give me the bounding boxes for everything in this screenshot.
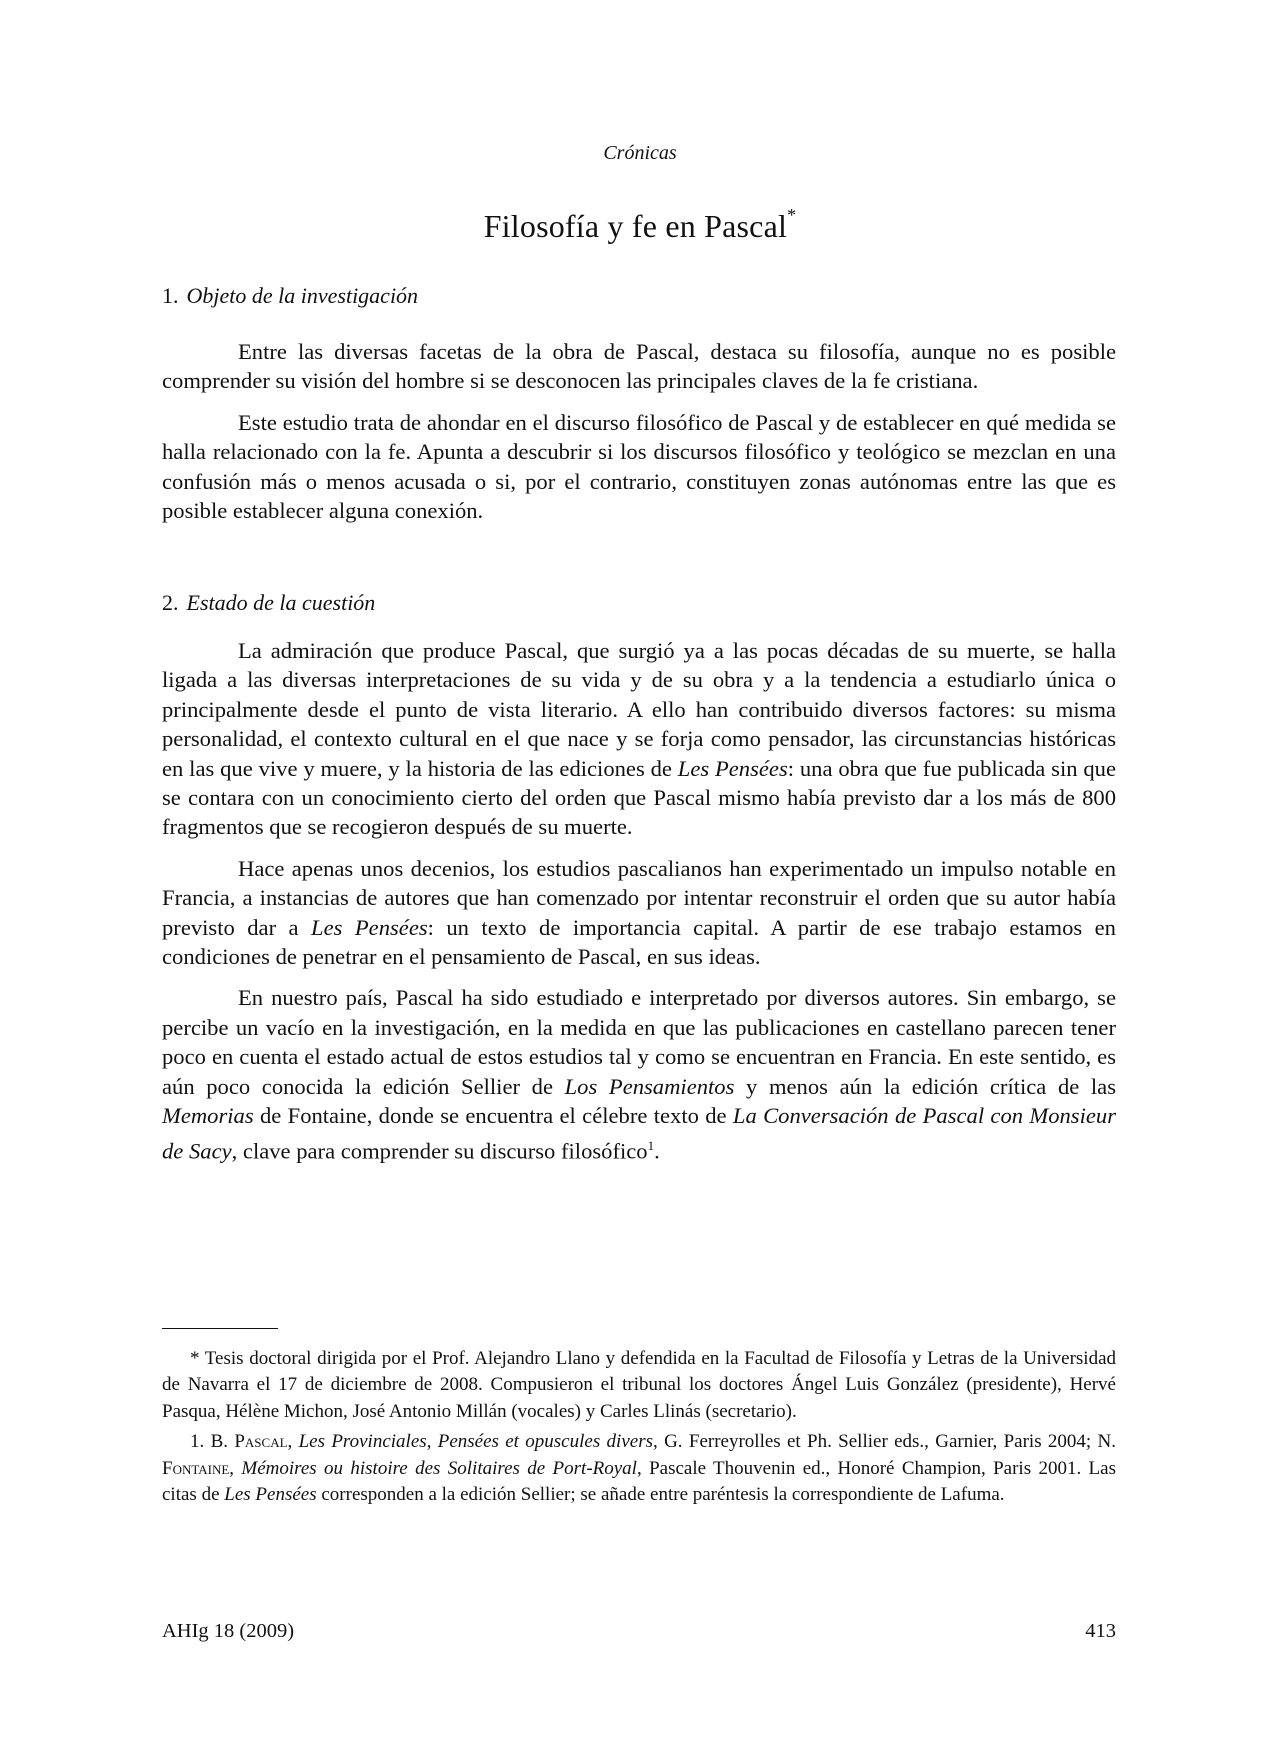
text-run: Hace apenas unos decenios, los estudios pascalianos han experimentado un impulso notable en Francia, a instancias de autores que han comenzado por intentar reconstruir el orden que su autor había previsto dar a [162,855,1116,940]
text-run: y menos aún la edición crítica de las [734,1073,1117,1099]
section-heading-label: Estado de la cuestión [186,590,376,615]
section-number: 1. [162,283,179,308]
text-run: , Pascale Thouvenin ed., Honoré Champion, Paris 2001. Las citas de [162,1457,1116,1506]
footnote-number: 1. [190,1431,205,1453]
footnotes [162,1346,1116,1512]
page-number: 413 [1085,1620,1116,1642]
work-title: Mémoires ou histoire des Solitaires de Port-Royal [241,1457,637,1479]
footnote-separator [162,1328,278,1329]
text-run: : un texto de importancia capital. A partir de ese trabajo estamos en condiciones de penetrar en el pensamiento de Pascal, en sus ideas. [162,914,1116,970]
text-run: , G. Ferreyrolles et Ph. Sellier eds., Garnier, Paris 2004; N. [653,1431,1117,1453]
work-title: Les Pensées [677,755,788,781]
article-title [0,205,1280,245]
text-run: corresponden a la edición Sellier; se añade entre paréntesis la correspondiente de Lafuma. [316,1484,1005,1506]
work-title: Memorias [162,1103,254,1129]
work-title: Les Provinciales, Pensées et opuscules divers [298,1431,653,1453]
section-1-body [162,337,1116,537]
section-2-body [162,636,1116,1177]
paragraph: Este estudio trata de ahondar en el discurso filosófico de Pascal y de establecer en qué medida se halla relacionado con la fe. Apunta a descubrir si los discursos filosófico y teológico se mezclan en una confusión más o menos acusada o si, por el contrario, constituyen zonas autónomas entre las que es posible establecer alguna conexión. [162,409,1116,524]
paragraph [162,983,1116,1165]
running-head: Crónicas [603,142,677,164]
footnote-star: * Tesis doctoral dirigida por el Prof. Alejandro Llano y defendida en la Facultad de Filosofía y Letras de la Universidad de Navarra el 17 de diciembre de 2008. Compusieron el tribunal los doctores Ángel Luis González (presidente), Hervé Pasqua, Hélène Michon, José Antonio Millán (vocales) y Carles Llinás (secretario). [162,1348,1116,1422]
section-heading-label: Objeto de la investigación [186,283,419,308]
work-title: Les Pensées [311,914,428,940]
text-run: , [229,1457,242,1479]
footnote-reference[interactable]: 1 [647,1137,655,1153]
section-heading-1 [162,283,418,309]
section-heading-2 [162,590,375,616]
paragraph: Entre las diversas facetas de la obra de Pascal, destaca su filosofía, aunque no es posible comprender su visión del hombre si se desconocen las principales claves de la fe cristiana. [162,339,1116,394]
article-title-text: Filosofía y fe en Pascal [483,208,788,244]
section-number: 2. [162,590,179,615]
text-run: En nuestro país, Pascal ha sido estudiado e interpretado por diversos autores. Sin embargo, se percibe un vacío en la investigación, en la medida en que las publicaciones en castellano parecen tener poco en cuenta el estado actual de estos estudios tal y como se encuentran en Francia. En este sentido, es aún poco conocida la edición Sellier de [162,985,1116,1099]
text-run: . [654,1138,660,1164]
work-title: La Conversación de Pascal con Monsieur de Sacy [162,1103,1116,1164]
text-run: B. [210,1431,235,1453]
paragraph [162,854,1116,972]
paragraph [162,636,1116,842]
title-footnote-mark: * [787,205,797,226]
text-run: , clave para comprender su discurso filosófico [231,1138,648,1164]
text-run: , [287,1431,299,1453]
work-title: Les Pensées [224,1484,317,1506]
work-title: Los Pensamientos [564,1073,735,1099]
author-name: Fontaine [162,1457,230,1479]
text-run: de Fontaine, donde se encuentra el célebre texto de [253,1103,733,1129]
text-run: La admiración que produce Pascal, que surgió ya a las pocas décadas de su muerte, se halla ligada a las diversas interpretaciones de su vida y de su obra y a la tendencia a estudiarlo única o principalmente desde el punto de vista literario. A ello han contribuido diversos factores: su misma personalidad, el contexto cultural en el que nace y se forja como pensador, las circunstancias históricas en las que vive y muere, y la historia de las ediciones de [162,638,1116,781]
text-run: : una obra que fue publicada sin que se contara con un conocimiento cierto del orden que Pascal mismo había previsto dar a los más de 800 fragmentos que se recogieron después de su muerte. [162,755,1116,840]
journal-reference: AHIg 18 (2009) [162,1620,295,1642]
footnote-1 [162,1429,1116,1508]
author-name: Pascal [234,1431,288,1453]
